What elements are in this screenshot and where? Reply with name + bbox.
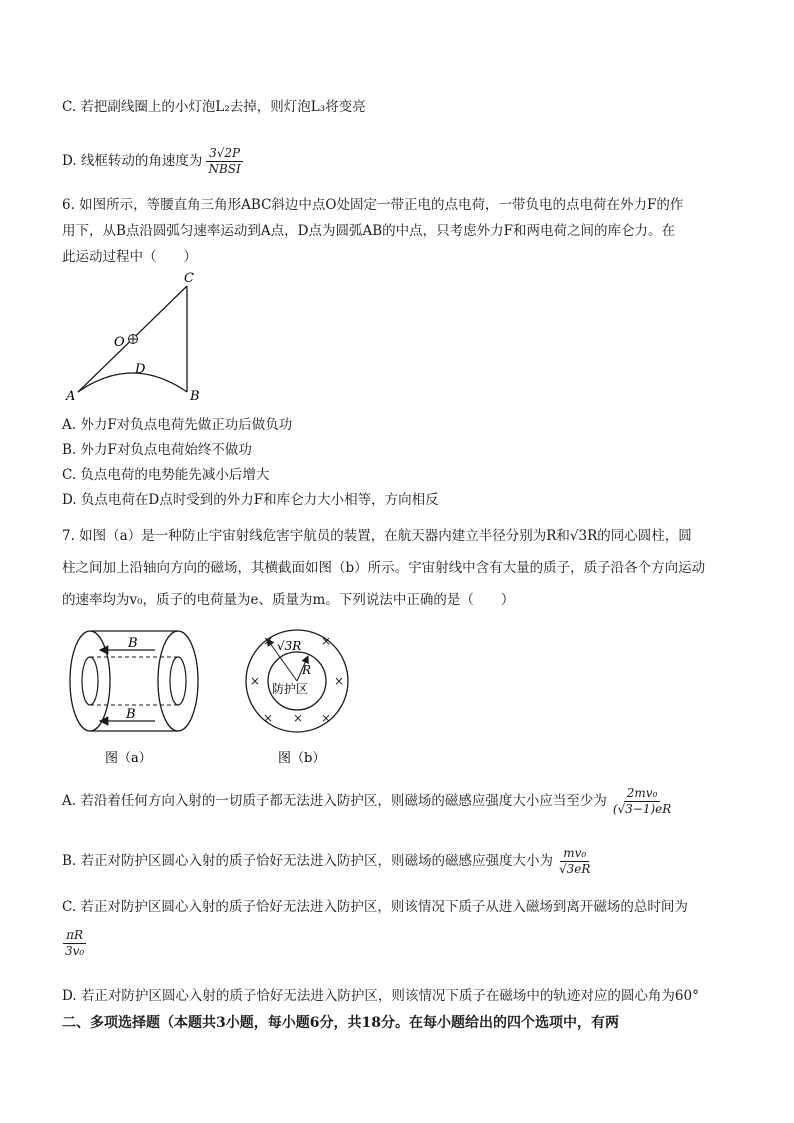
cylinder-left-end	[70, 631, 110, 731]
label-c: C	[184, 271, 194, 286]
q6-option-c: C. 负点电荷的电势能先减小后增大	[62, 467, 270, 483]
fraction-denominator: √3eR	[559, 862, 591, 876]
protection-zone-label: 防护区	[272, 682, 309, 696]
q7-option-b-fraction	[556, 846, 593, 877]
label-d: D	[135, 362, 146, 377]
cross-icon: ×	[321, 711, 332, 725]
q7-figure-a	[60, 626, 210, 771]
q5-option-c: C. 若把副线圈上的小灯泡L₂去掉，则灯泡L₃将变亮	[62, 99, 366, 115]
q7-option-d: D. 若正对防护区圆心入射的质子恰好无法进入防护区，则该情况下质子在磁场中的轨迹对应的圆心角为60°	[62, 988, 699, 1004]
cross-icon: ×	[263, 711, 274, 725]
fraction-numerator: 2mv₀	[624, 786, 661, 802]
q7-option-c: C. 若正对防护区圆心入射的质子恰好无法进入防护区，则该情况下质子从进入磁场到离开磁场的总时间为	[62, 899, 688, 915]
q7-stem-line-1: 7. 如图（a）是一种防止宇宙射线危害宇航员的装置，在航天器内建立半径分别为R和√3R的同心圆柱，圆	[62, 528, 692, 544]
label-o: O	[114, 335, 125, 350]
q7-stem-line-3: 的速率均为v₀，质子的电荷量为e、质量为m。下列说法中正确的是（ ）	[62, 592, 515, 608]
q5-option-d-fraction	[205, 146, 243, 177]
label-b-top: B	[128, 636, 138, 651]
fraction-numerator: mv₀	[560, 846, 589, 862]
q6-option-d: D. 负点电荷在D点时受到的外力F和库仑力大小相等，方向相反	[62, 492, 439, 508]
q5-option-d	[62, 146, 244, 177]
figure-a-caption: 图（a）	[105, 751, 152, 766]
fraction-denominator: (√3−1)eR	[612, 802, 672, 816]
fraction-numerator: 3√2P	[206, 146, 243, 162]
q5-option-d-text: D. 线框转动的角速度为	[62, 153, 203, 169]
q6-stem-line-1: 6. 如图所示，等腰直角三角形ABC斜边中点O处固定一带正电的点电荷，一带负电的点电荷在外力F的作	[62, 197, 684, 213]
q7-option-c-fraction	[62, 928, 87, 959]
q7-option-a	[62, 786, 674, 817]
label-b: B	[190, 389, 200, 404]
cross-icon: ×	[334, 674, 345, 688]
q7-figure-b	[240, 626, 365, 771]
cross-icon: ×	[263, 634, 274, 648]
q7-option-b-text: B. 若正对防护区圆心入射的质子恰好无法进入防护区，则磁场的磁感应强度大小为	[62, 853, 554, 869]
figure-b-caption: 图（b）	[278, 751, 326, 766]
label-r: R	[302, 663, 312, 677]
cylinder-right-end	[158, 631, 198, 731]
q6-triangle-figure	[60, 268, 220, 408]
q7-option-a-fraction	[610, 786, 674, 817]
fraction	[62, 928, 87, 959]
q7-option-b	[62, 846, 593, 877]
q7-stem	[62, 520, 734, 616]
q6-stem	[62, 192, 734, 270]
cross-icon: ×	[293, 711, 304, 725]
fraction-denominator: 3v₀	[65, 944, 85, 958]
cross-icon: ×	[321, 634, 332, 648]
label-a: A	[66, 389, 76, 404]
section-2-heading: 二、多项选择题（本题共3小题，每小题6分，共18分。在每小题给出的四个选项中，有两	[62, 1015, 619, 1031]
q7-option-a-text: A. 若沿着任何方向入射的一切质子都无法进入防护区，则磁场的磁感应强度大小应当至少为	[62, 793, 607, 809]
q6-stem-line-3: 此运动过程中（ ）	[62, 249, 197, 265]
q7-stem-line-2: 柱之间加上沿轴向方向的磁场，其横截面如图（b）所示。宇宙射线中含有大量的质子，质子沿各个方向运动	[62, 560, 706, 576]
label-sqrt3r: √3R	[277, 639, 302, 653]
q6-option-b: B. 外力F对负点电荷始终不做功	[62, 442, 252, 458]
q6-stem-line-2: 用下，从B点沿圆弧匀速率运动到A点，D点为圆弧AB的中点，只考虑外力F和两电荷之间的库仑力。在	[62, 223, 676, 239]
q6-option-a: A. 外力F对负点电荷先做正功后做负功	[62, 417, 293, 433]
fraction-numerator: πR	[63, 928, 86, 944]
fraction-denominator: NBSI	[208, 162, 241, 176]
cross-icon: ×	[250, 674, 261, 688]
label-b-bottom: B	[126, 707, 136, 722]
